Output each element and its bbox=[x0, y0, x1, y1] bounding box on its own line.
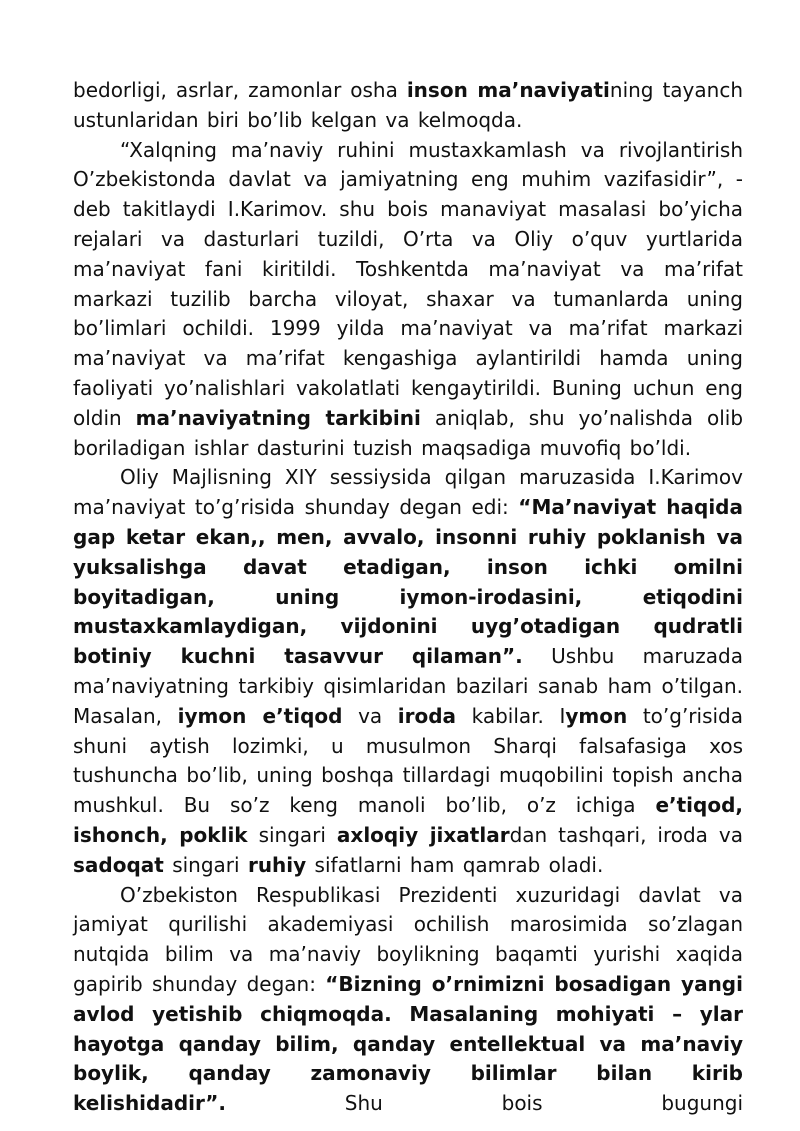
text-segment: aniqlab, shu yo’nalishda olib boriladigan ishlar dasturini tuzish maqsadiga muvofiq bo’ldi. bbox=[73, 405, 744, 460]
bold-text-segment: “Bizning o’rnimizni bosadigan yangi avlod yetishib chiqmoqda. Masalaning mohiyati – ylar hayotga qanday bilim, qanday entellektual va ma’naviy boylik, qanday zamonaviy bilimlar bilan kirib kelishidadir”. bbox=[73, 971, 743, 1116]
text-segment: sifatlarni ham qamrab oladi. bbox=[306, 852, 604, 877]
bold-text-segment: e’tiqod, ishonch, poklik bbox=[73, 793, 743, 847]
text-segment: singari bbox=[247, 822, 337, 847]
bold-text-segment: inson ma’naviyati bbox=[406, 78, 610, 102]
text-segment: Ushbu maruzada ma’naviyatning tarkibiy qisimlaridan bazilari sanab ham o’tilgan. Masalan, bbox=[73, 644, 743, 728]
bold-text-segment: iymon e’tiqod bbox=[177, 703, 343, 728]
paragraph-4 bbox=[73, 881, 743, 1119]
bold-text-segment: axloqiy jixatlar bbox=[336, 822, 510, 847]
paragraph-3 bbox=[73, 463, 743, 880]
bold-text-segment: iroda bbox=[397, 703, 457, 728]
bold-text-segment: ruhiy bbox=[247, 852, 307, 877]
paragraph-2 bbox=[73, 136, 743, 464]
text-segment: “Xalqning ma’naviy ruhini mustaxkamlash va rivojlantirish O’zbekistonda davlat va jamiyatning eng muhim vazifasidir”, - deb takitlaydi I.Karimov. shu bois manaviyat masalasi bo’yicha rejalari va dasturlari tuzildi, O’rta va Oliy o’quv yurtlarida ma’naviyat fani kiritildi. Toshkentda ma’naviyat va ma’rifat markazi tuzilib barcha viloyat, shaxar va tumanlarda uning bo’limlari ochildi. 1999 yilda ma’naviyat va ma’rifat markazi ma’naviyat va ma’rifat kengashiga aylantirildi hamda uning faoliyati yo’nalishlari vakolatlati kengaytirildi. Buning uchun eng oldin bbox=[73, 137, 743, 430]
text-segment: Shu bois bugungi bbox=[226, 1091, 743, 1116]
text-segment: singari bbox=[163, 852, 248, 877]
text-segment: O’zbekiston Respublikasi Prezidenti xuzuridagi davlat va jamiyat qurilishi akademiyasi ochilish marosimida so’zlagan nutqida bilim va ma’naviy boylikning baqamti yurishi xaqida gapirib shunday degan: bbox=[73, 882, 743, 996]
bold-text-segment: “Ma’naviyat haqida gap ketar ekan,, men, avvalo, insonni ruhiy poklanish va yuksalishga davat etadigan, inson ichki omilni boyitadigan, uning iymon-irodasini, etiqodini mustaxkamlaydigan, vijdonini uyg’otadigan qudratli botiniy kuchni tasavvur qilaman”. bbox=[73, 495, 743, 669]
bold-text-segment: ymon bbox=[565, 703, 628, 728]
text-segment: ning tayanch ustunlaridan biri bo’lib kelgan va kelmoqda. bbox=[73, 78, 744, 132]
text-segment: va bbox=[342, 703, 398, 728]
paragraph-1 bbox=[73, 76, 743, 136]
bold-text-segment: sadoqat bbox=[73, 852, 164, 877]
text-segment: dan tashqari, iroda va bbox=[509, 822, 743, 847]
bold-text-segment: ma’naviyatning tarkibini bbox=[135, 405, 421, 430]
text-segment: bedorligi, asrlar, zamonlar osha bbox=[73, 78, 407, 102]
text-segment: Oliy Majlisning XIY sessiysida qilgan maruzasida I.Karimov ma’naviyat to’g’risida shunday degan edi: bbox=[73, 465, 743, 520]
text-segment: to’g’risida shuni aytish lozimki, u musulmon Sharqi falsafasiga xos tushuncha bo’lib, uning boshqa tillardagi muqobilini topish ancha mushkul. Bu so’z keng manoli bo’lib, o’z ichiga bbox=[73, 703, 744, 818]
text-segment: kabilar. I bbox=[456, 703, 566, 728]
